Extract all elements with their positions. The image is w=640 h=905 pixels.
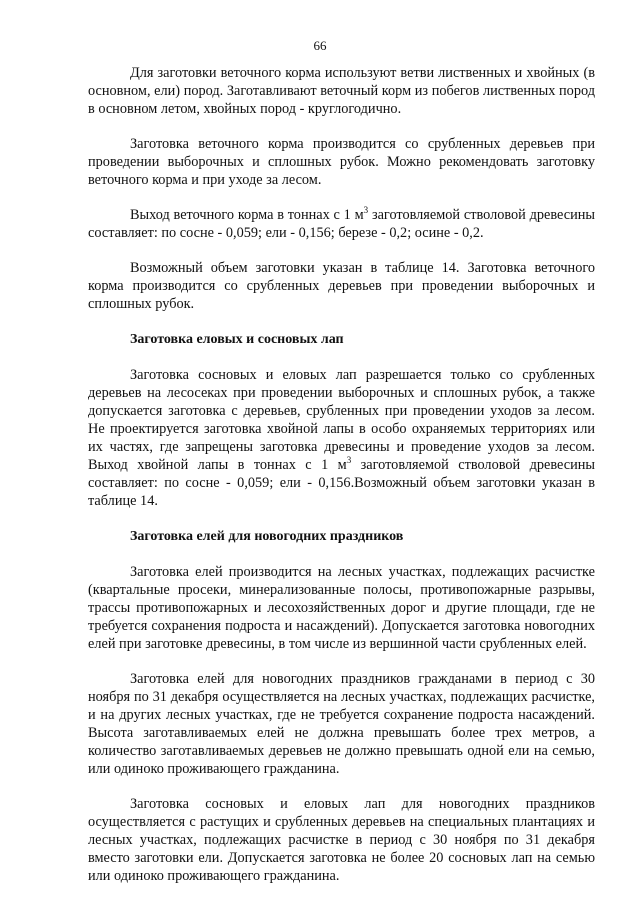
paragraph-citizen-harvest: Заготовка елей для новогодних праздников гражданами в период с 30 ноября по 31 декабря осуществляется на лесных участках, подлежащих расчистке, и на других лесных участках, где не требуется сохранение подроста насаждений. Высота заготавливаемых елей не должна превышать более трех метров, а количество заготавливаемых деревьев не должно превышать одной ели на семью, или одиноко проживающего гражданина. (88, 671, 595, 777)
paragraph-new-year-paws: Заготовка сосновых и еловых лап для новогодних праздников осуществляется с растущих и срубленных деревьев на специальных плантациях и лесных участках, подлежащих расчистке в период с 30 ноября по 31 декабря вместо заготовки ели. Допускается заготовка не более 20 сосновых лап на семью или одиноко проживающего гражданина. (88, 796, 595, 884)
heading-spruce-pine-paws: Заготовка еловых и сосновых лап (130, 332, 344, 347)
paragraph-branch-feed-yield (88, 206, 595, 242)
paragraph-paws-harvest (88, 366, 595, 510)
yield-text-start: Выход веточного корма в тоннах с 1 м (130, 207, 364, 223)
paragraph-branch-feed-source: Заготовка веточного корма производится со срубленных деревьев при проведении выборочных и сплошных рубок. Можно рекомендовать заготовку веточного корма и при уходе за лесом. (88, 136, 595, 188)
paragraph-branch-feed-volume: Возможный объем заготовки указан в таблице 14. Заготовка веточного корма производится со срубленных деревьев при проведении выборочных и сплошных рубок. (88, 260, 595, 312)
paws-text-start: Заготовка сосновых и еловых лап разрешается только со срубленных деревьев на лесосеках при проведении выборочных и сплошных рубок, а также допускается заготовка с деревьев, срубленных при проведении уходов за лесом. Не проектируется заготовка хвойной лапы в особо охраняемых территориях или их частях, где запрещены заготовка древесины и проведение уходов за лесом. Выход хвойной лапы в тоннах с 1 м (88, 367, 595, 473)
heading-new-year-trees: Заготовка елей для новогодних праздников (130, 529, 404, 544)
paws-text-end: заготовляемой стволовой древесины составляет: по сосне - 0,059; ели - 0,156.Возможный объем заготовки указан в таблице 14. (88, 457, 595, 509)
paragraph-branch-feed-intro: Для заготовки веточного корма используют ветви лиственных и хвойных (в основном, ели) пород. Заготавливают веточный корм из побегов лиственных пород в основном летом, хвойных пород - круглогодично. (88, 65, 595, 117)
page-number: 66 (313, 38, 327, 53)
yield-text-end: заготовляемой стволовой древесины составляет: по сосне - 0,059; ели - 0,156; березе - 0,2; осине - 0,2. (88, 207, 595, 241)
superscript-cubic: 3 (346, 455, 352, 466)
paragraph-tree-harvest-areas: Заготовка елей производится на лесных участках, подлежащих расчистке (квартальные просеки, минерализованные полосы, противопожарные разрывы, трассы противопожарных и лесохозяйственных дорог и другие площади, где не требуется сохранения подроста и насаждений). Допускается заготовка новогодних елей при заготовке древесины, в том числе из вершинной части срубленных елей. (88, 564, 595, 652)
document-body (88, 64, 595, 885)
superscript-cubic: 3 (363, 205, 369, 216)
